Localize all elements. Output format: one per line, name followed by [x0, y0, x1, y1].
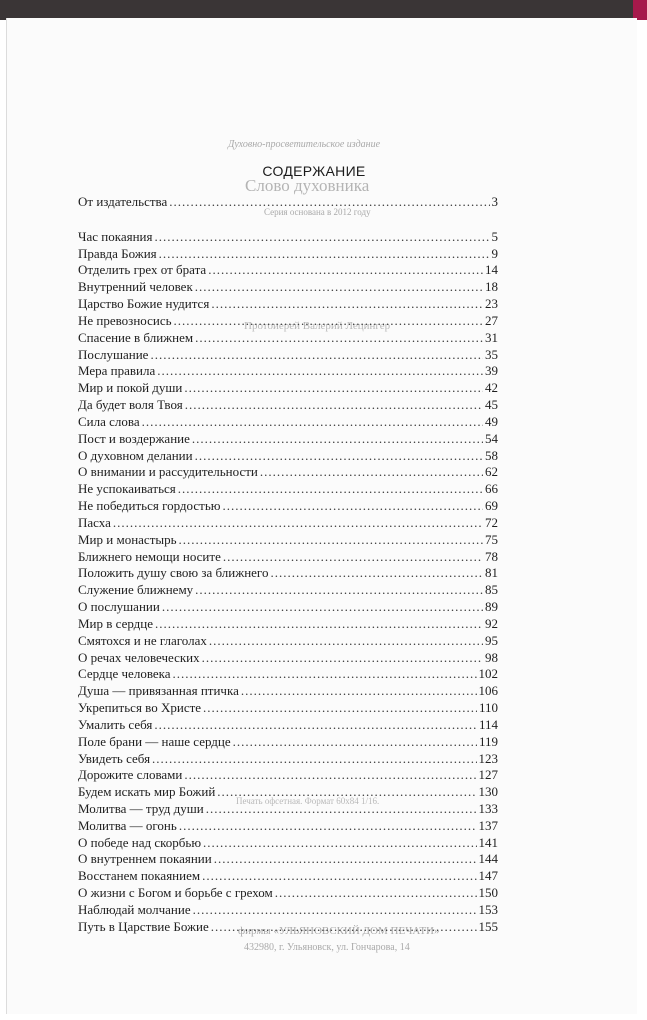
toc-entry-title: Дорожите словами [78, 767, 183, 783]
toc-entry-page: 127 [478, 767, 498, 783]
toc-entry [78, 481, 498, 498]
toc-dot-leader [241, 683, 477, 700]
toc-entry-title: Служение ближнему [78, 582, 194, 598]
toc-dot-leader [157, 363, 483, 380]
bleed-line-6: фирмы «УЛЬЯНОВСКИЙ ДОМ ПЕЧАТИ» [238, 925, 440, 937]
toc-entry-title: О речах человеческих [78, 649, 200, 665]
toc-dot-leader [203, 835, 476, 852]
toc-dot-leader [142, 414, 483, 431]
toc-entry [78, 851, 498, 868]
toc-entry-title: Будем искать мир Божий [78, 784, 216, 800]
toc-entry-page: 114 [478, 716, 498, 732]
toc-entry-title: Царство Божие нудится [78, 296, 210, 312]
bleed-line-2: Слово духовника [245, 176, 370, 195]
toc-entry-title: О жизни с Богом и борьбе с грехом [78, 885, 273, 901]
toc-entry-title: Мир и покой души [78, 380, 183, 396]
toc-entry-page: 5 [491, 228, 498, 244]
toc-entry-page: 31 [485, 329, 498, 345]
toc-dot-leader [169, 194, 489, 211]
toc-dot-leader [202, 868, 476, 885]
scanner-top-edge [0, 0, 647, 20]
toc-entry-page: 35 [485, 346, 498, 362]
toc-entry-page: 39 [485, 363, 498, 379]
toc-dot-leader [195, 448, 483, 465]
toc-entry-title: Пасха [78, 514, 111, 530]
toc-entry-page: 150 [478, 885, 498, 901]
toc-entry [78, 616, 498, 633]
toc-dot-leader [113, 515, 483, 532]
toc-entry-page: 45 [485, 397, 498, 413]
toc-dot-leader [208, 262, 483, 279]
toc-dot-leader [184, 380, 483, 397]
toc-entry-page: 137 [478, 817, 498, 833]
toc-entry-page: 133 [478, 800, 498, 816]
toc-dot-leader [211, 919, 477, 936]
toc-entry-title: Не превозносись [78, 312, 172, 328]
toc-entry-page: 119 [478, 733, 498, 749]
toc-entry-page: 14 [485, 262, 498, 278]
toc-dot-leader [195, 582, 483, 599]
toc-entry [78, 565, 498, 582]
toc-entry-title: Восстанем покаянием [78, 868, 201, 884]
toc-entry-title: Мир в сердце [78, 615, 154, 631]
toc-dot-leader [154, 229, 489, 246]
toc-entry [78, 666, 498, 683]
toc-entry [78, 515, 498, 532]
toc-entry-page: 49 [485, 413, 498, 429]
toc-entry-title: Путь в Царствие Божие [78, 918, 209, 934]
toc-entry-title: Да будет воля Твоя [78, 397, 183, 413]
toc-entry [78, 498, 498, 515]
toc-entry-title: Отделить грех от брата [78, 262, 207, 278]
toc-entry-page: 62 [485, 464, 498, 480]
toc-entry-title: Душа — привязанная птичка [78, 683, 239, 699]
toc-dot-leader [152, 751, 476, 768]
toc-entry-title: Положить душу свою за ближнего [78, 565, 269, 581]
toc-entry [78, 532, 498, 549]
bookmark-tab [633, 0, 647, 20]
toc-dot-leader [193, 902, 477, 919]
toc-entry-page: 123 [478, 750, 498, 766]
toc-dot-leader [202, 650, 483, 667]
toc-entry [78, 380, 498, 397]
toc-entry [78, 784, 498, 801]
toc-entry-page: 106 [478, 683, 498, 699]
toc-entry-title: Укрепиться во Христе [78, 700, 202, 716]
toc-entry [78, 262, 498, 279]
toc-dot-leader [178, 481, 483, 498]
toc-dot-leader [222, 498, 483, 515]
toc-entry [78, 347, 498, 364]
toc-entry [78, 464, 498, 481]
toc-entry-title: О внимании и рассудительности [78, 464, 258, 480]
toc-entry-page: 81 [485, 565, 498, 581]
toc-entry [78, 414, 498, 431]
toc-title: СОДЕРЖАНИЕ [262, 163, 366, 179]
toc-dot-leader [150, 347, 483, 364]
toc-dot-leader [275, 885, 477, 902]
toc-entry [78, 683, 498, 700]
toc-entry-title: Послушание [78, 346, 149, 362]
toc-entry [78, 751, 498, 768]
toc-dot-leader [184, 767, 476, 784]
toc-entry-title: Молитва — огонь [78, 817, 177, 833]
toc-entry-title: Сила слова [78, 413, 140, 429]
toc-entry-title: Внутренний человек [78, 279, 193, 295]
toc-dot-leader [223, 549, 483, 566]
toc-entry-page: 27 [485, 312, 498, 328]
toc-entry-title: Поле брани — наше сердце [78, 733, 231, 749]
toc-dot-leader [179, 818, 477, 835]
toc-dot-leader [270, 565, 483, 582]
toc-entry-page: 18 [485, 279, 498, 295]
toc-entry-title: От издательства [78, 194, 168, 209]
toc-entry-page: 141 [478, 834, 498, 850]
toc-dot-leader [217, 784, 476, 801]
toc-entry-page: 98 [485, 649, 498, 665]
toc-entry [78, 700, 498, 717]
toc-entry-title: О внутреннем покаянии [78, 851, 212, 867]
toc-entry [78, 717, 498, 734]
toc-entry-page: 69 [485, 498, 498, 514]
toc-entry-title: Не успокаиваться [78, 481, 176, 497]
toc-entry-page: 89 [485, 599, 498, 615]
toc-entry [78, 885, 498, 902]
toc-dot-leader [211, 296, 483, 313]
toc-entry-page: 66 [485, 481, 498, 497]
toc-entry-title: Смятохся и не глаголах [78, 632, 207, 648]
bleed-line-3: Серия основана в 2012 году [264, 207, 371, 217]
toc-entry [78, 633, 498, 650]
bleed-line-7: 432980, г. Ульяновск, ул. Гончарова, 14 [244, 942, 410, 953]
toc-entry [78, 448, 498, 465]
toc-dot-leader [155, 616, 483, 633]
toc-dot-leader [179, 532, 483, 549]
toc-entry [78, 194, 498, 211]
toc-entry-page: 3 [491, 194, 498, 209]
toc-dot-leader [154, 717, 477, 734]
toc-entry-title: Мир и монастырь [78, 531, 177, 547]
toc-entry [78, 902, 498, 919]
toc-dot-leader [206, 801, 477, 818]
toc-entry-title: Увидеть себя [78, 750, 151, 766]
toc-entry-title: О духовном делании [78, 447, 193, 463]
toc-entry-page: 9 [491, 245, 498, 261]
toc-entry-page: 72 [485, 514, 498, 530]
toc-dot-leader [195, 330, 483, 347]
toc-dot-leader [203, 700, 477, 717]
toc-entry [78, 229, 498, 246]
toc-dot-leader [162, 599, 483, 616]
toc-entry-title: Мера правила [78, 363, 156, 379]
toc-entry-page: 54 [485, 430, 498, 446]
toc-entry [78, 868, 498, 885]
toc-entry-title: Ближнего немощи носите [78, 548, 221, 564]
toc-entry-title: Правда Божия [78, 245, 157, 261]
toc-entry [78, 330, 498, 347]
toc-entry [78, 296, 498, 313]
toc-entry-title: Спасение в ближнем [78, 329, 194, 345]
toc-entry-page: 155 [478, 918, 498, 934]
toc-entry [78, 246, 498, 263]
toc-entry-title: Не победиться гордостью [78, 498, 221, 514]
toc-entry-page: 78 [485, 548, 498, 564]
toc-entry [78, 650, 498, 667]
toc-entry-title: О победе над скорбью [78, 834, 202, 850]
toc-entry [78, 363, 498, 380]
toc-entry-title: Пост и воздержание [78, 430, 190, 446]
toc-entry [78, 767, 498, 784]
toc-entry-page: 147 [478, 868, 498, 884]
toc-entry [78, 801, 498, 818]
toc-entry-page: 102 [478, 666, 498, 682]
toc-entry-page: 42 [485, 380, 498, 396]
toc-entry-title: Сердце человека [78, 666, 171, 682]
toc-dot-leader [260, 464, 483, 481]
toc-entry [78, 919, 498, 936]
toc-entry-title: Молитва — труд души [78, 800, 204, 816]
toc-entry-page: 110 [478, 700, 498, 716]
toc-entry [78, 431, 498, 448]
toc-dot-leader [174, 313, 483, 330]
toc-entry-page: 92 [485, 615, 498, 631]
toc-entry-page: 85 [485, 582, 498, 598]
toc-entry-page: 75 [485, 531, 498, 547]
toc-entry [78, 313, 498, 330]
toc-entry [78, 397, 498, 414]
toc-entry-page: 130 [478, 784, 498, 800]
toc-dot-leader [192, 431, 483, 448]
toc-entry-page: 58 [485, 447, 498, 463]
table-of-contents [78, 194, 498, 936]
toc-entry [78, 582, 498, 599]
bleed-line-4: Протоиерей Валерий Лецингер [244, 320, 391, 332]
toc-dot-leader [185, 397, 483, 414]
toc-dot-leader [209, 633, 483, 650]
toc-entry-page: 23 [485, 296, 498, 312]
toc-entry-title: Умалить себя [78, 716, 153, 732]
toc-entry-page: 95 [485, 632, 498, 648]
bleed-line-5: Печать офсетная. Формат 60х84 1/16. [236, 796, 380, 806]
toc-dot-leader [233, 734, 477, 751]
toc-dot-leader [173, 666, 477, 683]
toc-dot-leader [159, 246, 490, 263]
toc-entry [78, 734, 498, 751]
toc-entry [78, 818, 498, 835]
toc-dot-leader [195, 279, 483, 296]
toc-dot-leader [214, 851, 477, 868]
toc-entry-title: Час покаяния [78, 228, 153, 244]
toc-entry-page: 153 [478, 901, 498, 917]
toc-entry [78, 279, 498, 296]
toc-entry [78, 549, 498, 566]
toc-entry-title: Наблюдай молчание [78, 901, 191, 917]
toc-entry [78, 835, 498, 852]
toc-entry-title: О послушании [78, 599, 160, 615]
bleed-line-1: Духовно-просветительское издание [228, 139, 381, 150]
toc-entry-page: 144 [478, 851, 498, 867]
toc-entry [78, 599, 498, 616]
